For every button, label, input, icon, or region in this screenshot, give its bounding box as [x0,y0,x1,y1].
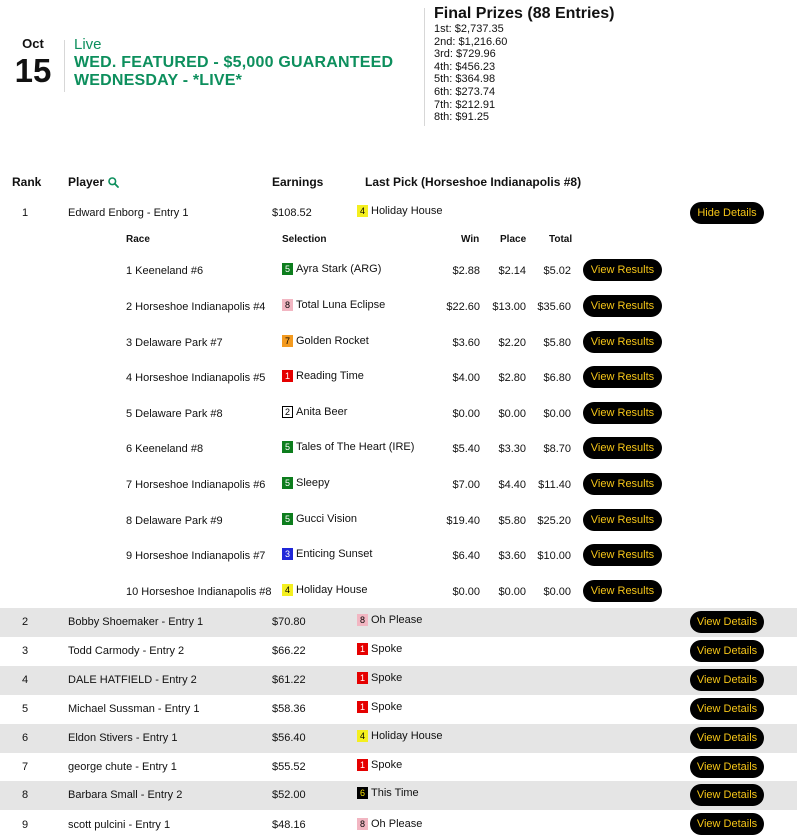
divider [64,40,65,92]
prize-8th: 8th: $91.25 [434,111,490,124]
place-amount: $3.60 [498,550,526,562]
horse-name: Holiday House [371,205,443,217]
selection [282,335,369,347]
prize-1st: 1st: $2,737.35 [434,23,504,35]
total-amount: $8.70 [543,443,571,455]
view-details-button[interactable]: View Details [690,640,764,662]
horse-name: Oh Please [371,818,423,830]
post-number-badge: 5 [282,441,293,453]
view-results-button[interactable]: View Results [583,580,662,602]
race-header: Race [126,234,150,245]
selection [282,513,357,525]
last-pick [357,818,422,830]
total-amount: $11.40 [538,479,571,491]
post-number-badge: 4 [282,584,293,596]
horse-name: Reading Time [296,370,364,382]
post-number-badge: 1 [357,672,368,684]
race-row [0,536,797,572]
selection [282,263,381,275]
horse-name: Oh Please [371,614,423,626]
final-prizes [434,5,615,124]
rank-header: Rank [12,175,42,189]
earnings: $70.80 [272,616,306,628]
post-number-badge: 2 [282,406,293,418]
horse-name: Golden Rocket [296,335,369,347]
player-name: Eldon Stivers - Entry 1 [68,732,178,744]
table-row [0,781,797,810]
place-amount: $0.00 [498,408,526,420]
race-row [0,465,797,501]
last-pick [357,205,443,217]
post-number-badge: 4 [357,205,368,217]
last-pick [357,643,402,655]
horse-name: Sleepy [296,477,330,489]
player-name: Barbara Small - Entry 2 [68,789,183,801]
rank: 2 [22,616,29,628]
horse-name: Spoke [371,701,403,713]
total-amount: $5.02 [543,265,571,277]
player-name: Michael Sussman - Entry 1 [68,703,200,715]
race: 5 Delaware Park #8 [126,408,223,420]
leaderboard-header [0,172,797,192]
post-number-badge: 4 [357,730,368,742]
horse-name: Tales of The Heart (IRE) [296,441,415,453]
prize-4th: 4th: $456.23 [434,60,496,73]
horse-name: Total Luna Eclipse [296,299,386,311]
post-number-badge: 1 [282,370,293,382]
win-amount: $3.60 [452,337,480,349]
horse-name: This Time [371,787,419,799]
contest-title-line2: WEDNESDAY - *LIVE* [74,72,243,89]
race: 10 Horseshoe Indianapolis #8 [126,586,272,598]
table-row [0,666,797,695]
contest-date [0,36,66,88]
earnings: $48.16 [272,819,306,831]
earnings: $58.36 [272,703,306,715]
view-results-button[interactable]: View Results [583,437,662,459]
table-row [0,807,797,836]
win-amount: $19.40 [446,515,480,527]
race: 3 Delaware Park #7 [126,337,223,349]
view-results-button[interactable]: View Results [583,259,662,281]
selection [282,584,368,596]
place-header: Place [500,234,527,245]
rank: 1 [22,207,29,219]
selection [282,477,330,489]
selection [282,406,347,418]
earnings-header: Earnings [272,175,324,189]
rank: 3 [22,645,29,657]
place-amount: $2.14 [498,265,526,277]
horse-name: Spoke [371,643,403,655]
player-name: scott pulcini - Entry 1 [68,819,171,831]
place-amount: $13.00 [492,301,526,313]
view-details-button[interactable]: View Details [690,784,764,806]
hide-details-button[interactable]: Hide Details [690,202,764,224]
horse-name: Ayra Stark (ARG) [296,263,382,275]
view-details-button[interactable]: View Details [690,698,764,720]
view-details-button[interactable]: View Details [690,669,764,691]
race: 8 Delaware Park #9 [126,515,223,527]
player-name: Edward Enborg - Entry 1 [68,207,189,219]
race-row [0,358,797,394]
place-amount: $3.30 [498,443,526,455]
table-row [0,199,797,228]
post-number-badge: 7 [282,335,293,347]
post-number-badge: 1 [357,759,368,771]
win-amount: $5.40 [452,443,480,455]
place-amount: $2.20 [498,337,526,349]
race-row [0,572,797,608]
view-details-button[interactable]: View Details [690,611,764,633]
view-details-button[interactable]: View Details [690,756,764,778]
race: 6 Keeneland #8 [126,443,204,455]
prize-6th: 6th: $273.74 [434,85,496,98]
race-row [0,429,797,465]
place-amount: $0.00 [498,586,526,598]
race-row [0,394,797,430]
horse-name: Gucci Vision [296,513,357,525]
total-header: Total [549,234,573,245]
last-pick-header: Last Pick (Horseshoe Indianapolis #8) [365,175,582,189]
view-details-button[interactable]: View Details [690,727,764,749]
post-number-badge: 1 [357,643,368,655]
post-number-badge: 8 [282,299,293,311]
earnings: $108.52 [272,207,312,219]
last-pick [357,672,402,684]
selection [282,299,385,311]
view-results-button[interactable]: View Results [583,544,662,566]
player-name: Bobby Shoemaker - Entry 1 [68,616,204,628]
horse-name: Holiday House [296,584,368,596]
horse-name: Spoke [371,759,403,771]
race: 4 Horseshoe Indianapolis #5 [126,372,266,384]
place-amount: $2.80 [498,372,526,384]
view-results-button[interactable]: View Results [583,473,662,495]
view-results-button[interactable]: View Results [583,402,662,424]
last-pick [357,701,402,713]
horse-name: Anita Beer [296,406,348,418]
horse-name: Spoke [371,672,403,684]
view-results-button[interactable]: View Results [583,509,662,531]
rank: 9 [22,819,29,831]
rank: 5 [22,703,29,715]
post-number-badge: 1 [357,701,368,713]
date-month: Oct [22,36,44,51]
win-amount: $2.88 [452,265,480,277]
total-amount: $0.00 [543,408,571,420]
earnings: $55.52 [272,761,306,773]
post-number-badge: 8 [357,818,368,830]
prize-2nd: 2nd: $1,216.60 [434,35,508,48]
earnings: $66.22 [272,645,306,657]
selection [282,370,364,382]
horse-name: Enticing Sunset [296,548,373,560]
last-pick [357,787,419,799]
win-amount: $0.00 [452,586,480,598]
last-pick [357,759,402,771]
view-results-button[interactable]: View Results [583,331,662,353]
total-amount: $25.20 [537,515,571,527]
view-results-button[interactable]: View Results [583,295,662,317]
selection [282,548,372,560]
earnings: $56.40 [272,732,306,744]
post-number-badge: 5 [282,513,293,525]
race-row [0,287,797,323]
prize-5th: 5th: $364.98 [434,73,496,86]
view-details-button[interactable]: View Details [690,813,764,835]
win-amount: $22.60 [446,301,480,313]
win-amount: $6.40 [452,550,480,562]
race: 1 Keeneland #6 [126,265,204,277]
total-amount: $0.00 [543,586,571,598]
post-number-badge: 5 [282,477,293,489]
win-amount: $4.00 [452,372,480,384]
last-pick [357,614,422,626]
table-row [0,637,797,666]
selection [282,441,414,453]
total-amount: $5.80 [543,337,571,349]
race: 9 Horseshoe Indianapolis #7 [126,550,266,562]
rank: 8 [22,789,29,801]
race: 7 Horseshoe Indianapolis #6 [126,479,266,491]
player-name: Todd Carmody - Entry 2 [68,645,185,657]
win-header: Win [461,234,480,245]
post-number-badge: 5 [282,263,293,275]
table-row [0,724,797,753]
earnings: $52.00 [272,789,306,801]
total-amount: $10.00 [537,550,571,562]
prize-3rd: 3rd: $729.96 [434,48,496,61]
post-number-badge: 3 [282,548,293,560]
divider [424,8,425,126]
contest-title-line1: WED. FEATURED - $5,000 GUARANTEED [74,54,394,71]
table-row [0,608,797,637]
race: 2 Horseshoe Indianapolis #4 [126,301,266,313]
earnings: $61.22 [272,674,306,686]
place-amount: $5.80 [498,515,526,527]
table-row [0,753,797,782]
total-amount: $35.60 [537,301,571,313]
date-day: 15 [14,52,52,89]
search-icon[interactable] [108,177,119,188]
race-row [0,501,797,537]
live-status: Live [74,36,102,53]
rank: 4 [22,674,29,686]
contest-title-block [74,36,393,90]
post-number-badge: 8 [357,614,368,626]
win-amount: $0.00 [452,408,480,420]
last-pick [357,730,443,742]
prize-7th: 7th: $212.91 [434,98,496,111]
player-name: DALE HATFIELD - Entry 2 [68,674,197,686]
rank: 6 [22,732,29,744]
selection-header: Selection [282,234,327,245]
race-row [0,323,797,359]
table-row [0,695,797,724]
view-results-button[interactable]: View Results [583,366,662,388]
post-number-badge: 6 [357,787,368,799]
player-header: Player [68,175,119,189]
race-row [0,251,797,287]
place-amount: $4.40 [498,479,526,491]
player-name: george chute - Entry 1 [68,761,177,773]
total-amount: $6.80 [543,372,571,384]
win-amount: $7.00 [452,479,480,491]
horse-name: Holiday House [371,730,443,742]
rank: 7 [22,761,29,773]
prizes-title: Final Prizes (88 Entries) [434,5,615,22]
